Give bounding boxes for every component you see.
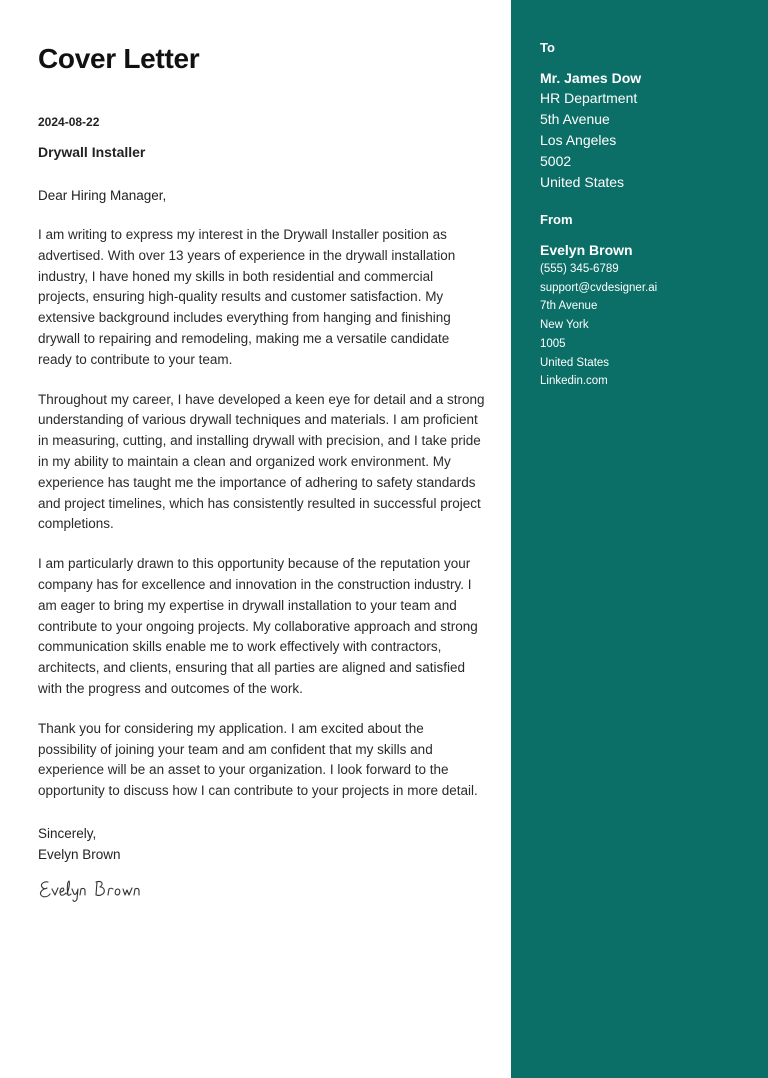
sender-zip: 1005 bbox=[540, 337, 566, 350]
sender-website: Linkedin.com bbox=[540, 375, 608, 388]
recipient-department: HR Department bbox=[540, 90, 638, 106]
sender-email: support@cvdesigner.ai bbox=[540, 281, 658, 294]
sender-city: New York bbox=[540, 319, 589, 332]
recipient-country: United States bbox=[540, 174, 625, 190]
paragraph-2: Throughout my career, I have developed a keen eye for detail and a strong understanding of various drywall techniques and materials. I am proficient in measuring, cutting, and installing drywall with precision, and I take pride in my ability to maintain a clean and organized work environment. My experience has taught me the importance of adhering to safety standards and project timelines, which has consistently resulted in successful project completions. bbox=[38, 391, 485, 532]
sender-street: 7th Avenue bbox=[540, 300, 598, 313]
sender-heading: From bbox=[540, 212, 573, 227]
signer-name: Evelyn Brown bbox=[38, 846, 121, 862]
closing-block bbox=[38, 823, 485, 865]
sender-phone: (555) 345-6789 bbox=[540, 263, 619, 275]
recipient-heading: To bbox=[540, 40, 555, 55]
greeting: Dear Hiring Manager, bbox=[38, 188, 167, 203]
sender-country: United States bbox=[540, 356, 610, 369]
paragraph-4: Thank you for considering my application. I am excited about the possibility of joining your team and am confident that my skills and experience will be an asset to your organization. I look forward to the opportunity to discuss how I can contribute to your projects in more detail. bbox=[38, 720, 478, 799]
page-title: Cover Letter bbox=[38, 43, 200, 74]
job-title: Drywall Installer bbox=[38, 144, 146, 160]
recipient-street: 5th Avenue bbox=[540, 111, 610, 127]
letter-date: 2024-08-22 bbox=[38, 115, 100, 129]
sender-name: Evelyn Brown bbox=[540, 242, 633, 258]
paragraph-3: I am particularly drawn to this opportunity because of the reputation your company has for excellence and innovation in the construction industry. I am eager to bring my expertise in drywall installation to your team and contribute to your ongoing projects. My collaborative approach and strong communication skills enable me to work effectively with contractors, architects, and clients, ensuring that all parties are aligned and satisfied with the progress and outcomes of the work. bbox=[38, 556, 478, 696]
signature-image bbox=[38, 873, 178, 903]
closing-phrase: Sincerely, bbox=[38, 825, 97, 841]
contact-sidebar bbox=[511, 0, 768, 1078]
paragraph-1: I am writing to express my interest in the Drywall Installer position as advertised. With over 13 years of experience in the drywall installation industry, I have honed my skills in both residential and commercial projects, ensuring high-quality results and customer satisfaction. My extensive background includes everything from hanging and finishing drywall to repairing and remodeling, making me a versatile candidate ready to contribute to your team. bbox=[38, 227, 456, 367]
recipient-zip: 5002 bbox=[540, 153, 572, 169]
recipient-name: Mr. James Dow bbox=[540, 70, 642, 86]
recipient-city: Los Angeles bbox=[540, 132, 617, 148]
